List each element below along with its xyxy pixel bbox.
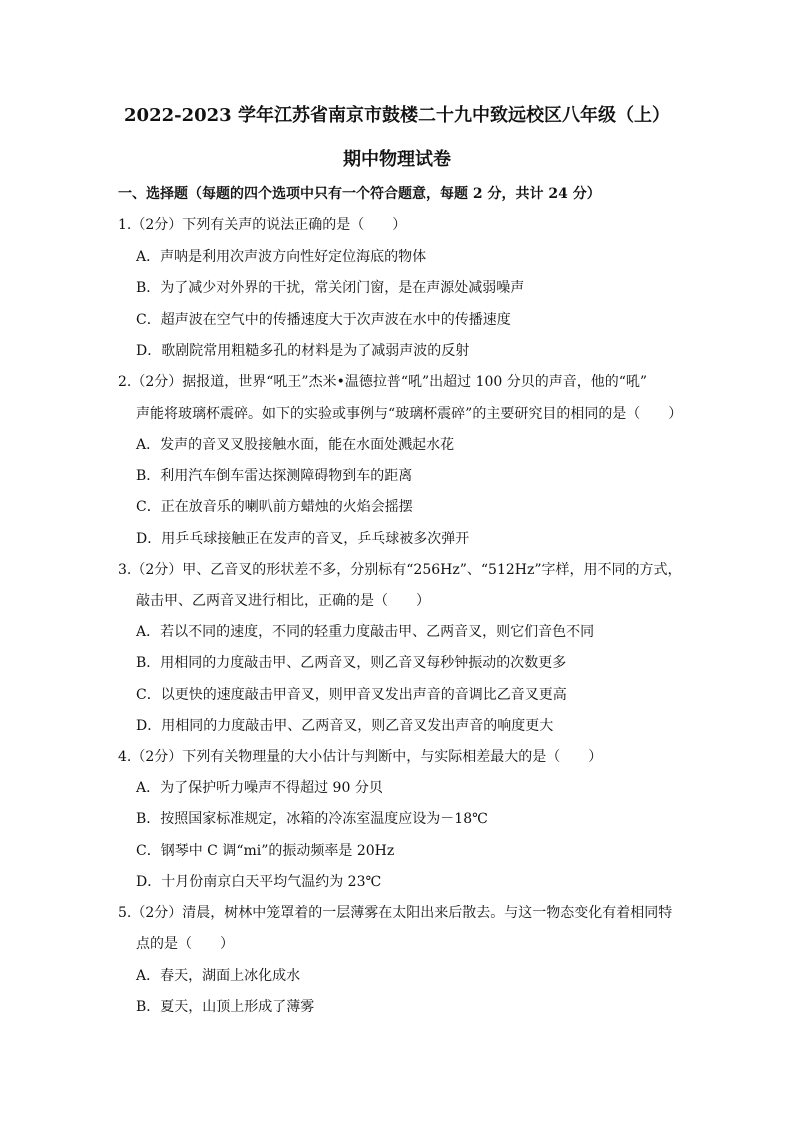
question-4-stem: 4.（2分）下列有关物理量的大小估计与判断中，与实际相差最大的是（ ） [118, 749, 603, 765]
question-4-option-c: C．钢琴中 C 调“mi”的振动频率是 20Hz [136, 843, 395, 859]
question-2-option-d: D．用乒乓球接触正在发声的音叉，乒乓球被多次弹开 [136, 531, 470, 547]
question-2-option-b: B．利用汽车倒车雷达探测障碍物到车的距离 [136, 468, 413, 484]
question-1-option-c: C．超声波在空气中的传播速度大于次声波在水中的传播速度 [136, 312, 511, 328]
question-1-option-d: D．歌剧院常用粗糙多孔的材料是为了减弱声波的反射 [136, 343, 470, 359]
question-1-option-a: A．声呐是利用次声波方向性好定位海底的物体 [136, 249, 427, 265]
question-4-option-b: B．按照国家标准规定，冰箱的冷冻室温度应设为－18℃ [136, 811, 488, 827]
question-2-stem-line-2: 声能将玻璃杯震碎。如下的实验或事例与“玻璃杯震碎”的主要研究目的相同的是（ ） [136, 406, 683, 422]
question-4-option-a: A．为了保护听力噪声不得超过 90 分贝 [136, 780, 383, 796]
question-3-option-b: B．用相同的力度敲击甲、乙两音叉，则乙音叉每秒钟振动的次数更多 [136, 655, 567, 671]
question-3-option-a: A．若以不同的速度，不同的轻重力度敲击甲、乙两音叉，则它们音色不同 [136, 624, 595, 640]
question-5-stem-line-1: 5.（2分）清晨，树林中笼罩着的一层薄雾在太阳出来后散去。与这一物态变化有着相同特 [118, 905, 673, 921]
question-5-option-a: A．春天，湖面上冰化成水 [136, 968, 301, 984]
exam-title-line-1: 2022-2023 学年江苏省南京市鼓楼二十九中致远校区八年级（上） [124, 105, 670, 126]
section-heading: 一、选择题（每题的四个选项中只有一个符合题意，每题 2 分，共计 24 分） [118, 186, 601, 202]
question-3-option-d: D．用相同的力度敲击甲、乙两音叉，则乙音叉发出声音的响度更大 [136, 718, 554, 734]
question-1-option-b: B．为了减少对外界的干扰，常关闭门窗，是在声源处减弱噪声 [136, 280, 525, 296]
question-1-stem: 1.（2分）下列有关声的说法正确的是（ ） [118, 217, 407, 233]
question-3-stem-line-2: 敲击甲、乙两音叉进行相比，正确的是（ ） [136, 593, 430, 609]
question-4-option-d: D．十月份南京白天平均气温约为 23℃ [136, 874, 382, 890]
question-2-option-a: A．发声的音叉叉股接触水面，能在水面处溅起水花 [136, 437, 455, 453]
question-2-stem-line-1: 2.（2分）据报道，世界“吼王”杰米•温德拉普“吼”出超过 100 分贝的声音，他的“吼” [118, 374, 648, 390]
question-5-option-b: B．夏天，山顶上形成了薄雾 [136, 999, 315, 1015]
exam-title-line-2: 期中物理试卷 [343, 149, 451, 170]
question-5-stem-line-2: 点的是（ ） [136, 936, 234, 952]
question-2-option-c: C．正在放音乐的喇叭前方蜡烛的火焰会摇摆 [136, 499, 413, 515]
question-3-option-c: C．以更快的速度敲击甲音叉，则甲音叉发出声音的音调比乙音叉更高 [136, 687, 567, 703]
question-3-stem-line-1: 3.（2分）甲、乙音叉的形状差不多，分别标有“256Hz”、“512Hz”字样，用不同的方式， [118, 562, 682, 578]
